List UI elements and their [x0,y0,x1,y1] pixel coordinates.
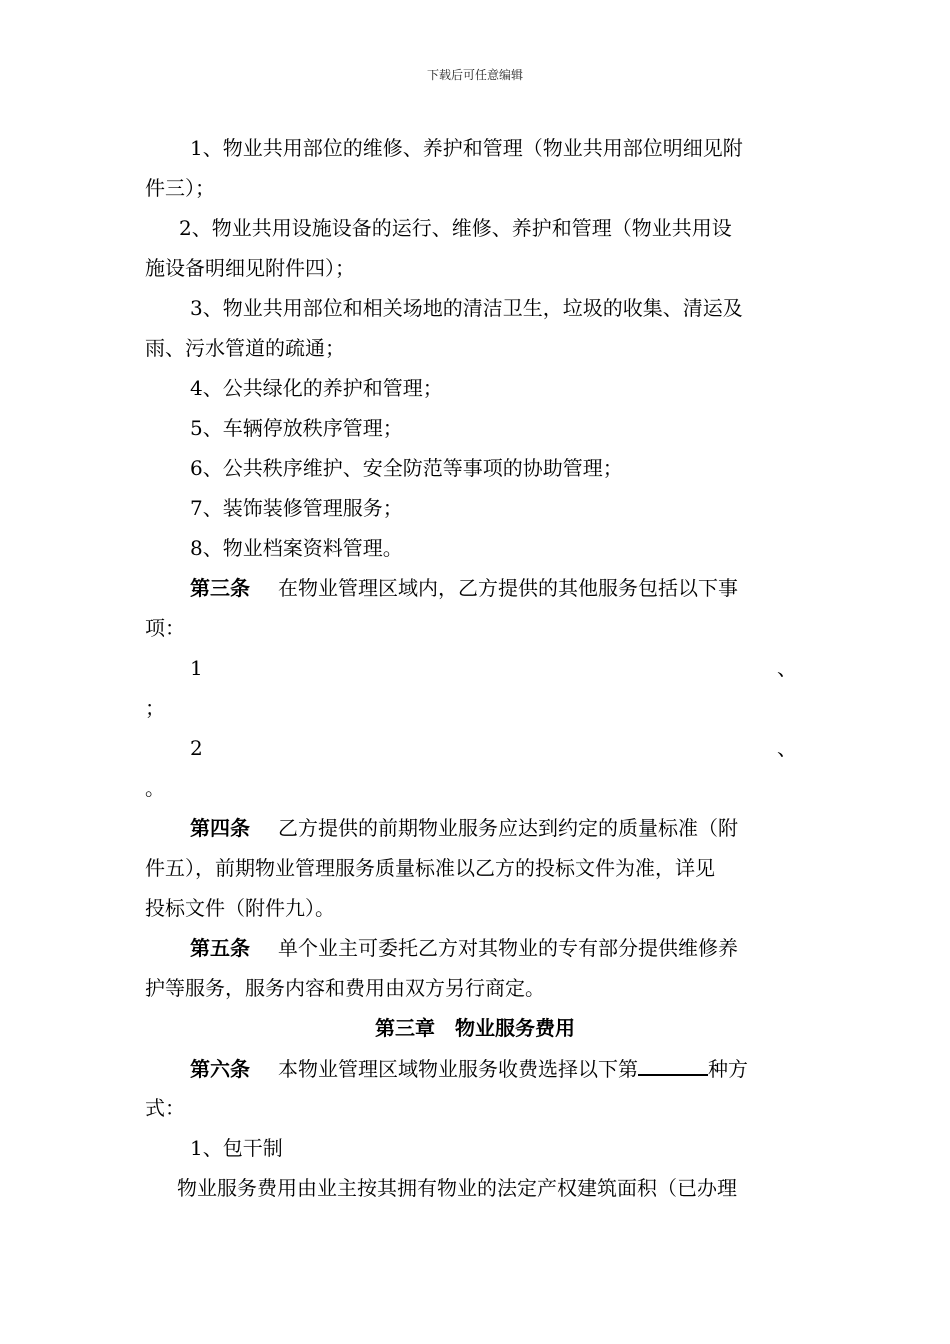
chapter-3-heading: 第三章 物业服务费用 [375,1016,575,1040]
item-1-line-1: 1、物业共用部位的维修、养护和管理（物业共用部位明细见附 [190,136,743,160]
article-4-line-3: 投标文件（附件九）。 [145,896,335,920]
article-4-line-2: 件五），前期物业管理服务质量标准以乙方的投标文件为准，详见 [145,856,715,880]
item-5: 5、车辆停放秩序管理； [190,416,403,440]
article-4-label: 第四条 [190,816,250,840]
option-2-mark: 、 [777,736,797,760]
option-2-number: 2 [190,736,203,760]
item-1-line-2: 件三）； [145,176,215,200]
option-2-end: 。 [145,776,165,800]
document-body [145,128,805,1208]
article-6-text-a2: 种方 [708,1057,748,1081]
option-1-number: 1 [190,656,203,680]
article-6-line-1 [145,1048,805,1088]
article-5-text-a: 单个业主可委托乙方对其物业的专有部分提供维修养 [278,936,738,960]
article-5-line-1 [145,928,805,968]
item-6: 6、公共秩序维护、安全防范等事项的协助管理； [190,456,623,480]
article-4-line-1 [145,808,805,848]
item-3-line-2: 雨、污水管道的疏通； [145,336,345,360]
page-header: 下载后可任意编辑 [426,68,523,82]
article-6-line-2: 式： [145,1096,185,1120]
article-6-text-a: 本物业管理区域物业服务收费选择以下第 [278,1057,638,1081]
fill-in-blank[interactable] [638,1048,708,1076]
article-5-line-2: 护等服务，服务内容和费用由双方另行商定。 [145,976,545,1000]
article-3-line-2: 项： [145,616,185,640]
article-3-line-1 [145,568,805,608]
article-6-label: 第六条 [190,1057,250,1081]
article-4-text-a: 乙方提供的前期物业服务应达到约定的质量标准（附 [278,816,738,840]
option-1-mark: 、 [777,656,797,680]
article-3-label: 第三条 [190,576,250,600]
item-3-line-1: 3、物业共用部位和相关场地的清洁卫生，垃圾的收集、清运及 [190,296,743,320]
article-5-label: 第五条 [190,936,250,960]
article-3-option-1 [145,648,805,688]
item-2-line-2: 施设备明细见附件四）； [145,256,355,280]
item-8: 8、物业档案资料管理。 [190,536,403,560]
option-1-end: ； [145,696,165,720]
article-3-text-a: 在物业管理区域内，乙方提供的其他服务包括以下事 [278,576,738,600]
item-2-line-1: 2、物业共用设施设备的运行、维修、养护和管理（物业共用设 [179,216,732,240]
item-4: 4、公共绿化的养护和管理； [190,376,443,400]
article-3-option-2 [145,728,805,768]
article-6-option-1: 1、包干制 [190,1136,283,1160]
article-6-line-4: 物业服务费用由业主按其拥有物业的法定产权建筑面积（已办理 [177,1176,737,1200]
item-7: 7、装饰装修管理服务； [190,496,403,520]
